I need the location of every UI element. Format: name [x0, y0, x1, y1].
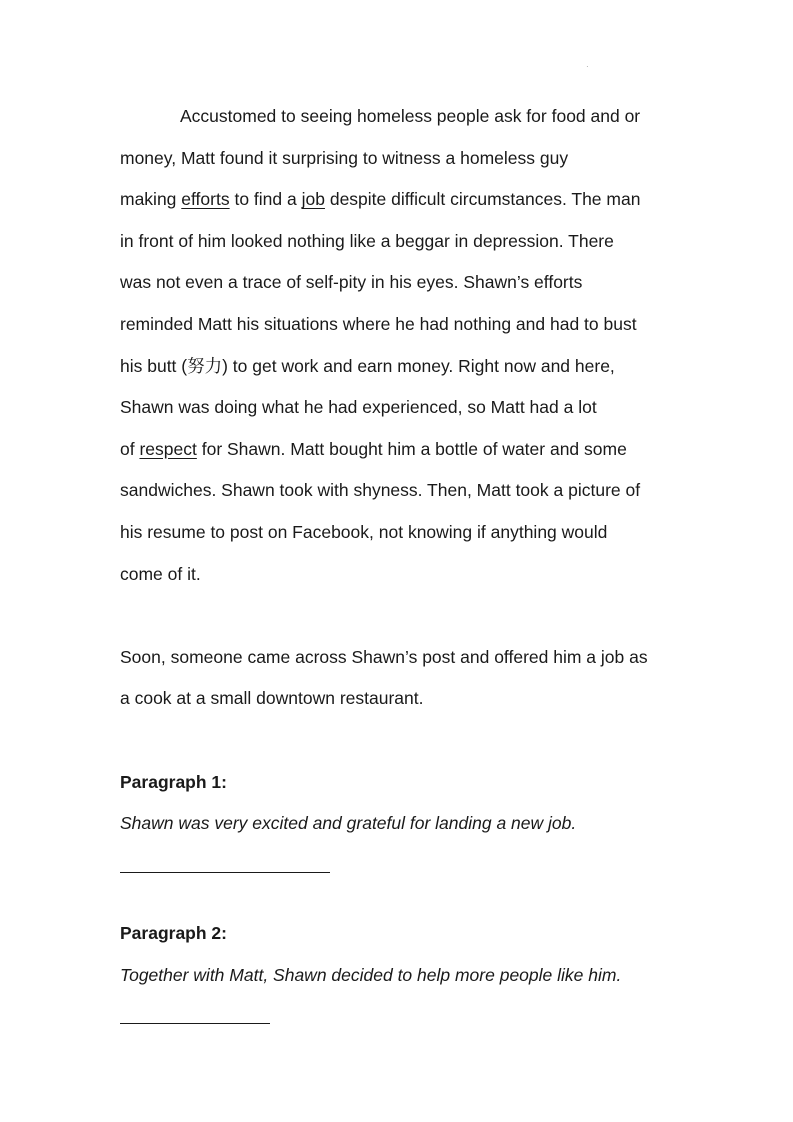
passage-line: a cook at a small downtown restaurant. — [120, 688, 424, 709]
paragraph-1-answer-line — [120, 872, 330, 873]
passage-text: for Shawn. Matt bought him a bottle of water and some — [196, 438, 627, 459]
story-passage — [120, 96, 685, 1065]
paragraph-1-answer-area[interactable] — [120, 872, 685, 914]
passage-line — [120, 179, 685, 221]
paragraph-gap — [120, 720, 685, 762]
passage-line: Soon, someone came across Shawn’s post and offered him a job as — [120, 646, 648, 667]
passage-text: to find a — [229, 189, 302, 210]
passage-line: his butt (努力) to get work and earn money. Right now and here, — [120, 355, 615, 376]
passage-text: of — [120, 438, 140, 459]
passage-line: Accustomed to seeing homeless people ask for food and or — [180, 106, 641, 126]
passage-text: making — [120, 189, 182, 210]
paragraph-gap — [120, 595, 685, 637]
passage-line: sandwiches. Shawn took with shyness. Then, Matt took a picture of — [120, 480, 641, 501]
passage-line: money, Matt found it surprising to witness a homeless guy — [120, 147, 569, 168]
passage-text: despite difficult circumstances. The man — [324, 189, 641, 210]
paragraph-1-heading: Paragraph 1: — [120, 771, 227, 792]
underlined-word-respect: respect — [139, 438, 197, 459]
underlined-word-efforts: efforts — [181, 189, 230, 210]
paragraph-2-answer-area[interactable] — [120, 1023, 685, 1065]
paragraph-1-prompt: Shawn was very excited and grateful for landing a new job. — [120, 813, 577, 834]
passage-line: Shawn was doing what he had experienced, so Matt had a lot — [120, 397, 597, 418]
paragraph-2-answer-line — [120, 1023, 270, 1024]
passage-line: come of it. — [120, 563, 201, 584]
passage-line: in front of him looked nothing like a beggar in depression. There — [120, 230, 614, 251]
passage-line — [120, 429, 685, 471]
paragraph-2-prompt: Together with Matt, Shawn decided to help more people like him. — [120, 964, 622, 985]
passage-line: his resume to post on Facebook, not knowing if anything would — [120, 521, 608, 542]
underlined-word-job: job — [301, 189, 325, 210]
passage-line: was not even a trace of self-pity in his eyes. Shawn’s efforts — [120, 272, 583, 293]
corner-mark: · — [586, 62, 589, 71]
paragraph-2-heading: Paragraph 2: — [120, 923, 227, 944]
passage-line: reminded Matt his situations where he had nothing and had to bust — [120, 313, 637, 334]
